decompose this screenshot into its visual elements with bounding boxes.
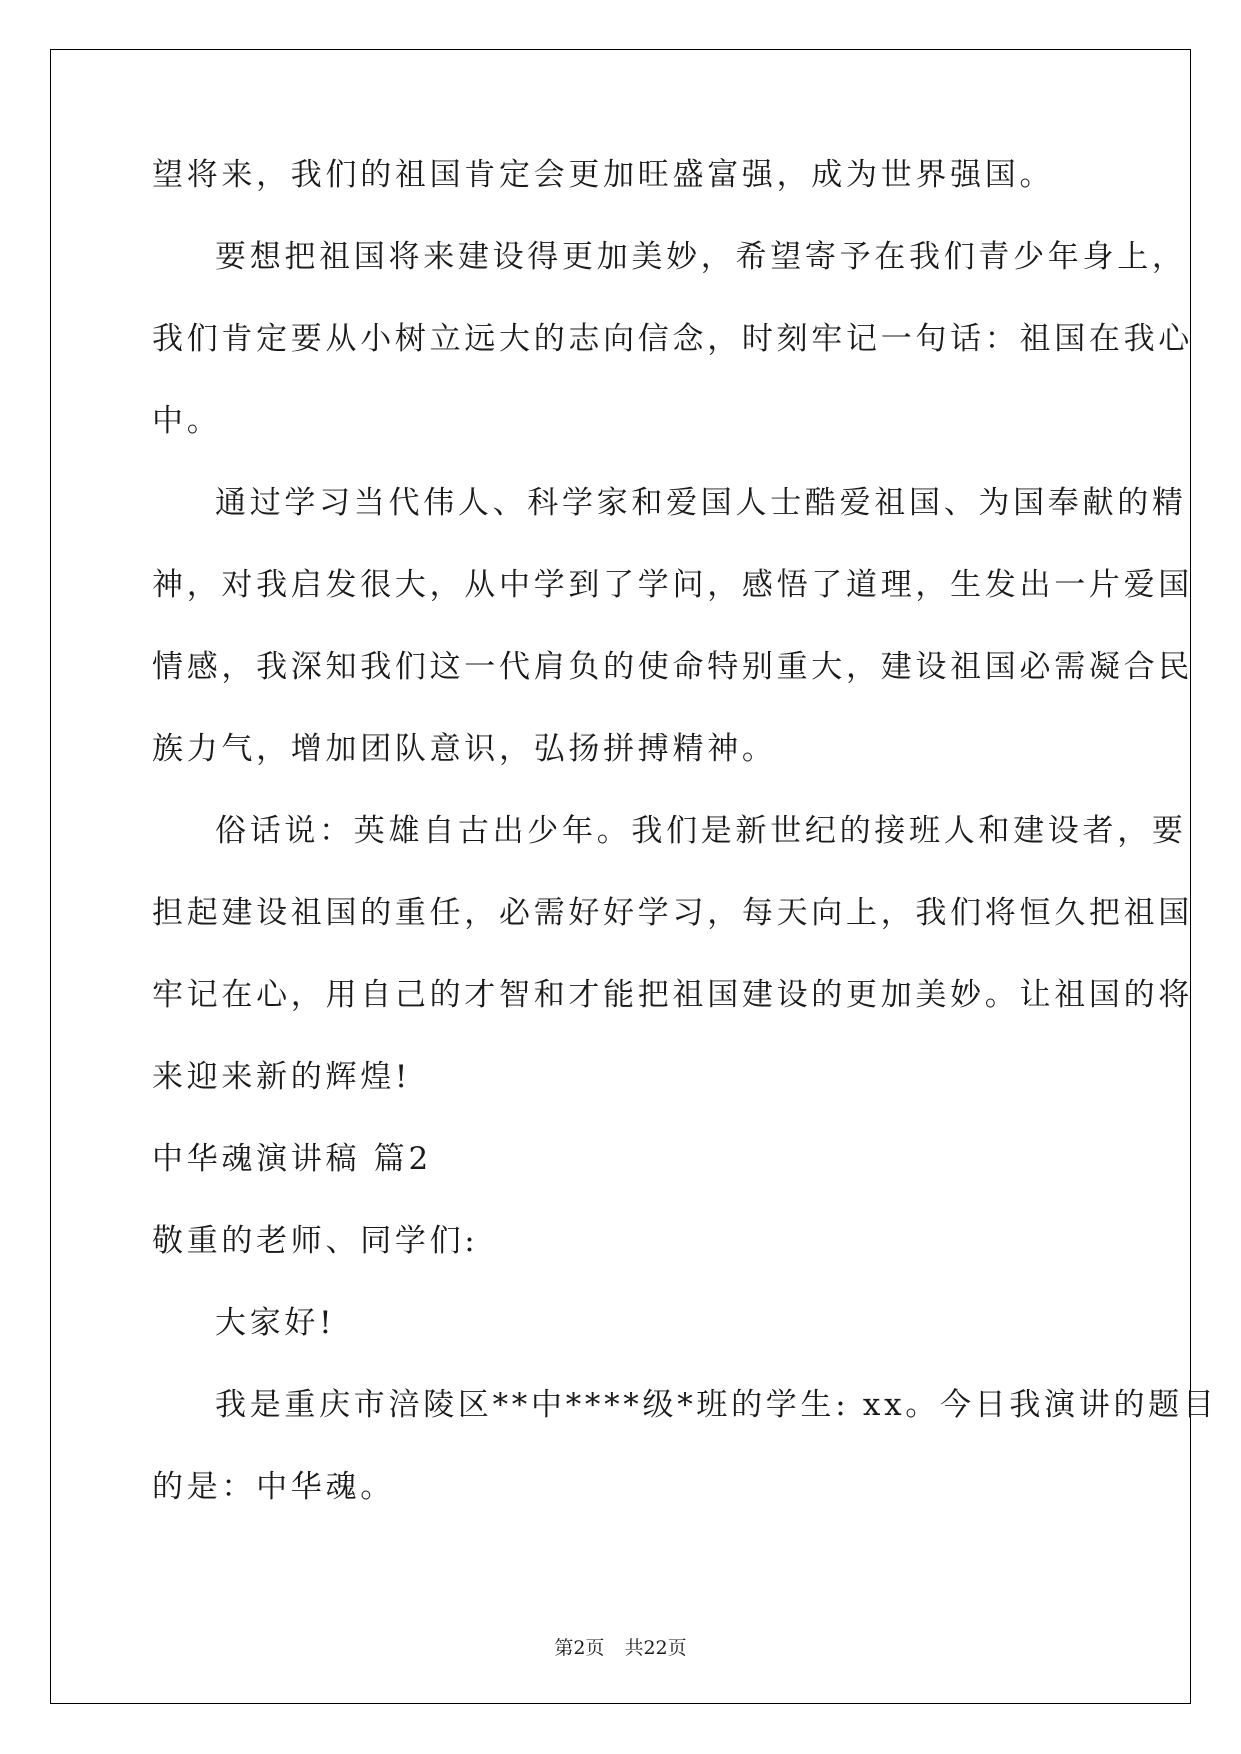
text-line: 来迎来新的辉煌! — [152, 1059, 412, 1095]
text-line: 的是：中华魂。 — [152, 1469, 395, 1505]
text-line: 我是重庆市涪陵区**中****级*班的学生: xx。今日我演讲的题目 — [215, 1387, 1218, 1423]
text-line: 牢记在心，用自己的才智和才能把祖国建设的更加美妙。让祖国的将 — [152, 977, 1193, 1013]
page-number: 第2页 — [554, 1637, 605, 1659]
text-line: 情感，我深知我们这一代肩负的使命特别重大，建设祖国必需凝合民 — [152, 649, 1193, 685]
text-line: 望将来，我们的祖国肯定会更加旺盛富强，成为世界强国。 — [152, 157, 1055, 193]
text-line: 中。 — [152, 403, 222, 439]
page-footer — [0, 1636, 1241, 1660]
text-line: 担起建设祖国的重任，必需好好学习，每天向上，我们将恒久把祖国 — [152, 895, 1193, 931]
greeting: 大家好! — [215, 1305, 336, 1341]
document-body — [152, 154, 1218, 1508]
text-line: 通过学习当代伟人、科学家和爱国人士酷爱祖国、为国奉献的精 — [215, 485, 1187, 521]
text-line: 俗话说：英雄自古出少年。我们是新世纪的接班人和建设者，要 — [215, 813, 1187, 849]
text-line: 要想把祖国将来建设得更加美妙，希望寄予在我们青少年身上， — [215, 239, 1187, 275]
section-heading: 中华魂演讲稿 篇2 — [152, 1141, 432, 1177]
text-line: 族力气，增加团队意识，弘扬拼搏精神。 — [152, 731, 777, 767]
page-total: 共22页 — [624, 1637, 687, 1659]
text-line: 我们肯定要从小树立远大的志向信念，时刻牢记一句话：祖国在我心 — [152, 321, 1193, 357]
salutation: 敬重的老师、同学们: — [152, 1223, 479, 1259]
text-line: 神，对我启发很大，从中学到了学问，感悟了道理，生发出一片爱国 — [152, 567, 1193, 603]
